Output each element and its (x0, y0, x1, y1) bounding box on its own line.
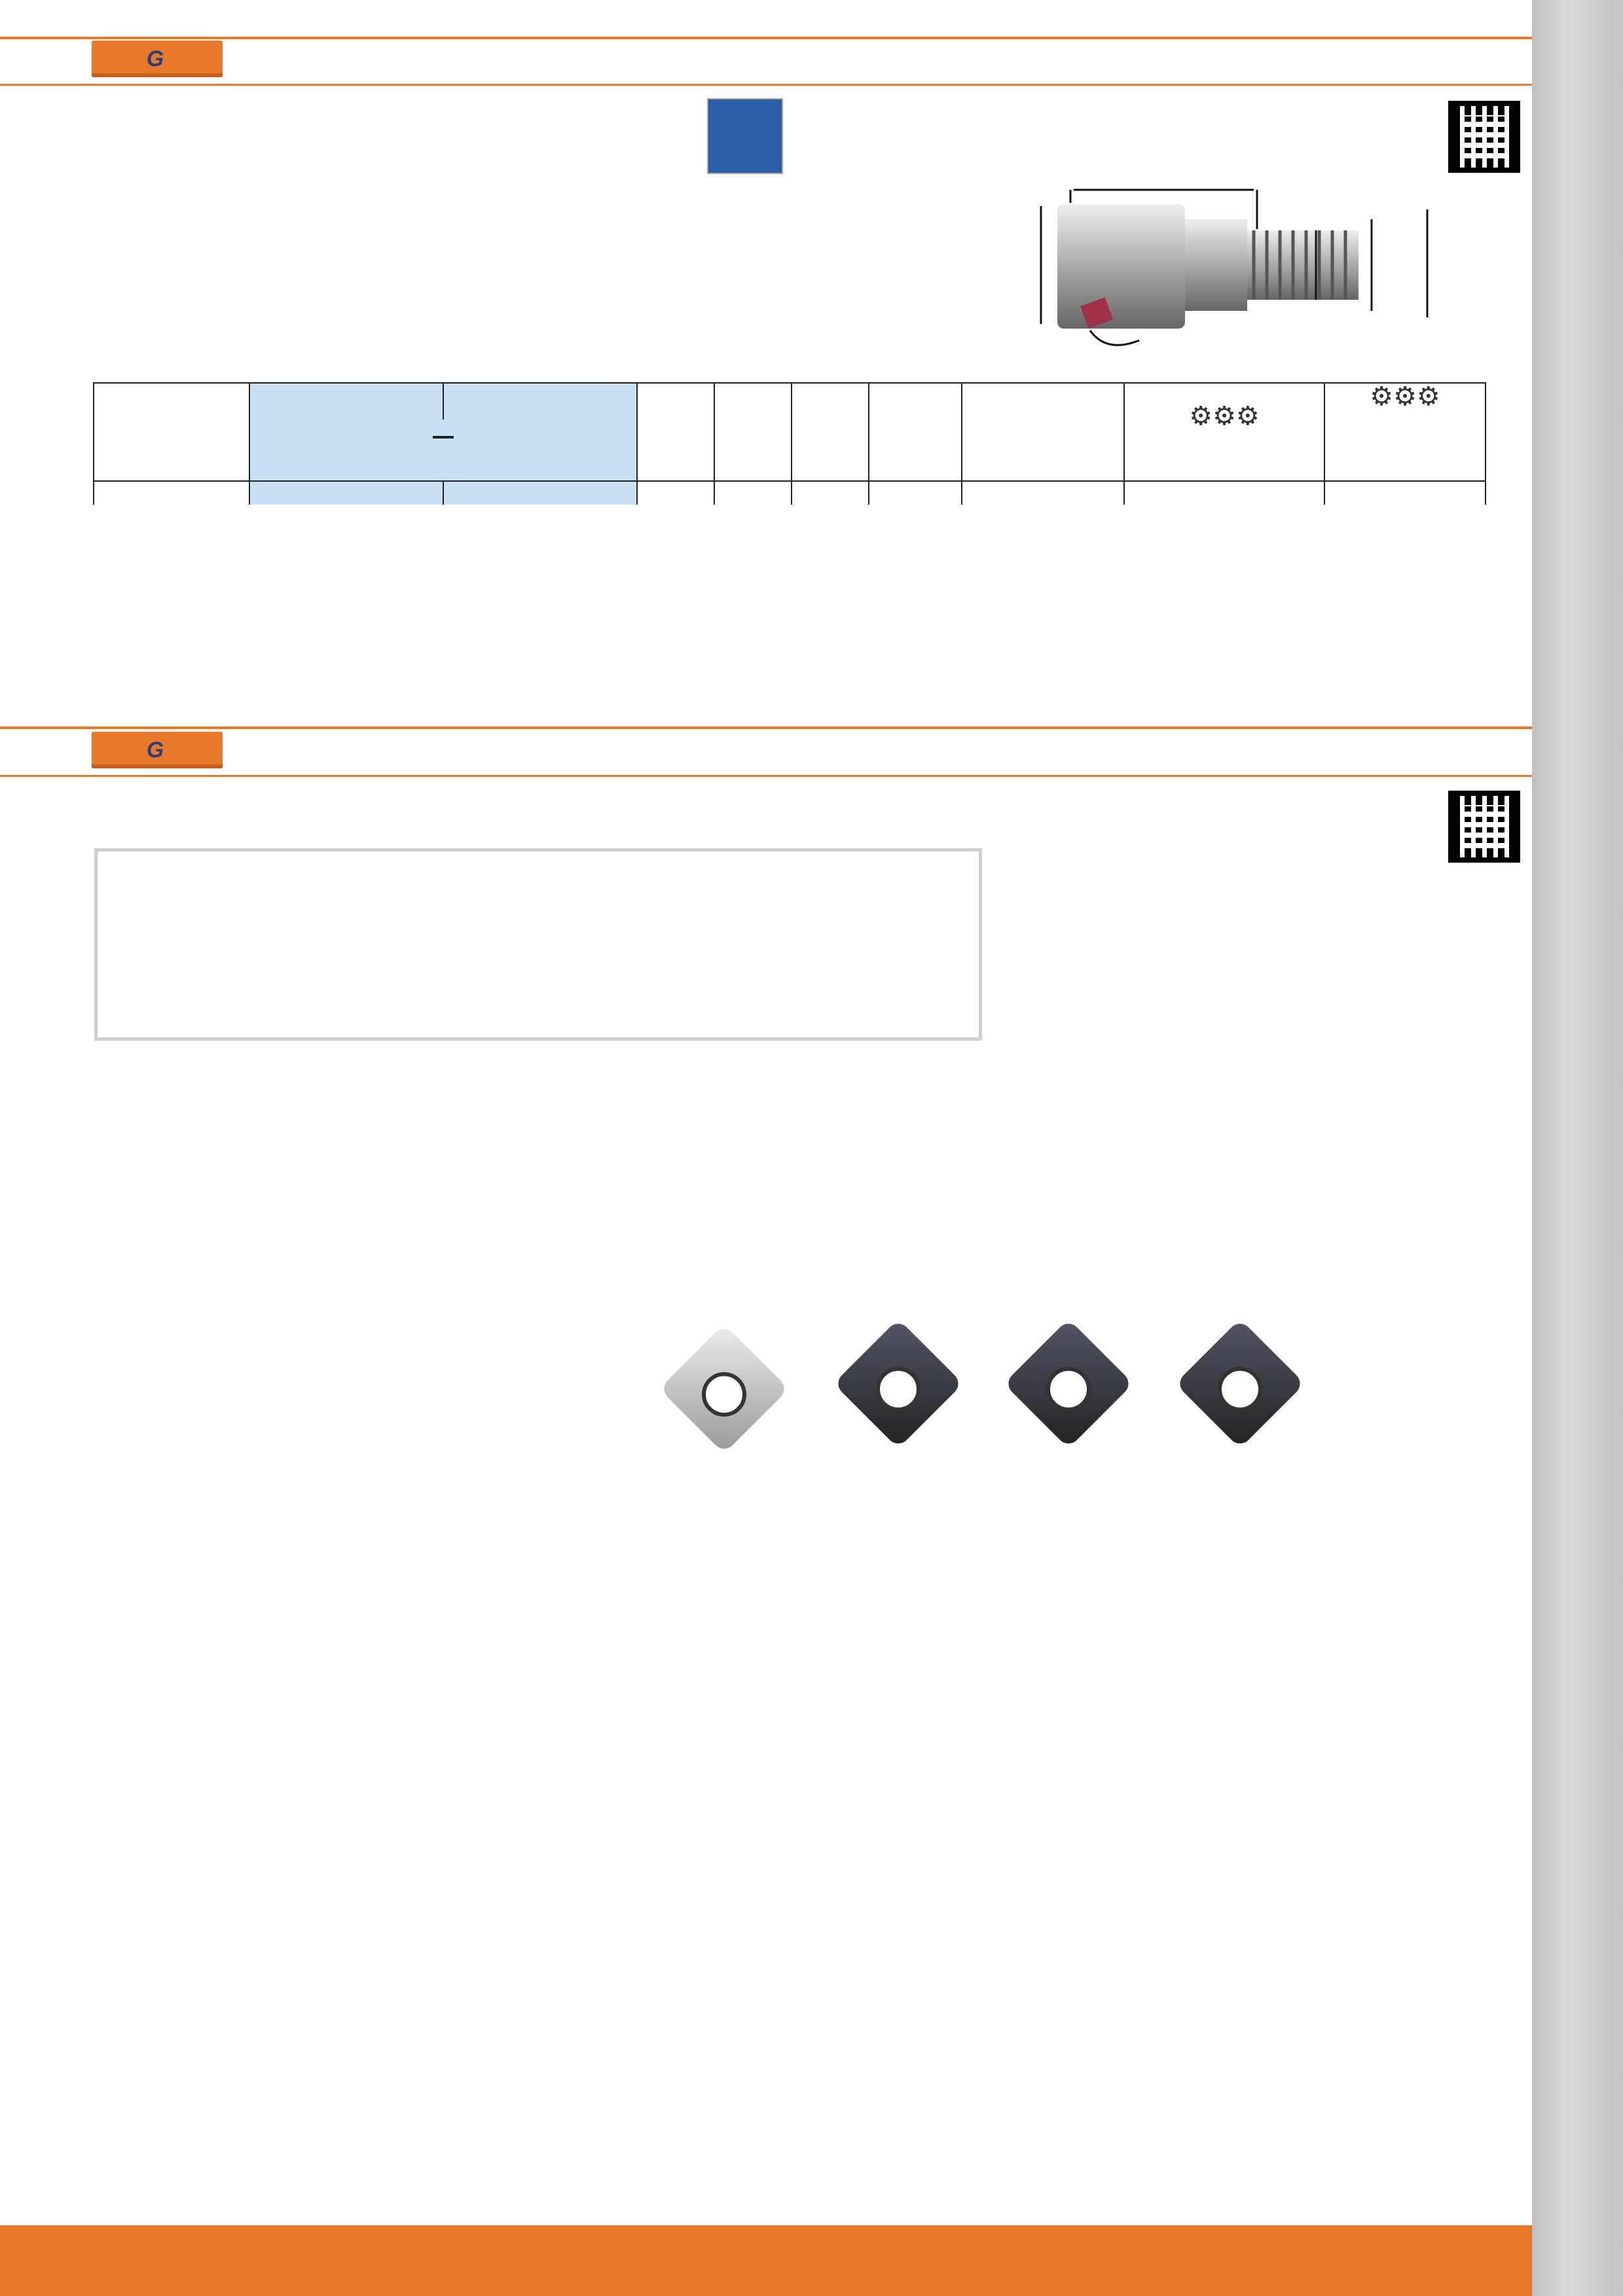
powercard-icon (707, 98, 783, 174)
footer-bar (0, 2225, 1532, 2296)
insert-uni-image (1175, 1319, 1305, 1448)
col-ltot (792, 383, 869, 481)
header-line (0, 84, 1532, 86)
cutter-table (93, 382, 1486, 505)
col-mount (869, 383, 962, 481)
header-line (0, 775, 1532, 777)
cutter-head (1057, 204, 1185, 329)
col-dz (94, 383, 249, 481)
col-set (1324, 383, 1486, 481)
chapter-sidebar (1532, 0, 1623, 2296)
col-code1 (249, 383, 443, 420)
thread-shank (1247, 230, 1359, 300)
insert-st-image (833, 1319, 963, 1448)
qr-code (1448, 791, 1520, 863)
col-d2 (714, 383, 792, 481)
header-line (0, 37, 1532, 39)
note-box (94, 848, 982, 1041)
garant-logo (433, 436, 454, 439)
header-line (0, 726, 1532, 729)
col-code2 (443, 383, 637, 420)
col-d1 (637, 383, 714, 481)
col-iso (962, 383, 1124, 481)
plunge-label (249, 420, 637, 481)
insert-alu-image (659, 1324, 789, 1454)
garant-logo: G (92, 732, 223, 768)
insert-hart-image (1004, 1319, 1133, 1448)
cutter-diagram (1008, 157, 1480, 367)
screws-icon: ⚙⚙⚙ (1189, 402, 1260, 431)
screws-icon: ⚙⚙⚙ (1370, 383, 1440, 411)
col-pack (1124, 383, 1324, 481)
garant-logo: G (92, 41, 223, 77)
cutter-neck (1185, 219, 1247, 311)
